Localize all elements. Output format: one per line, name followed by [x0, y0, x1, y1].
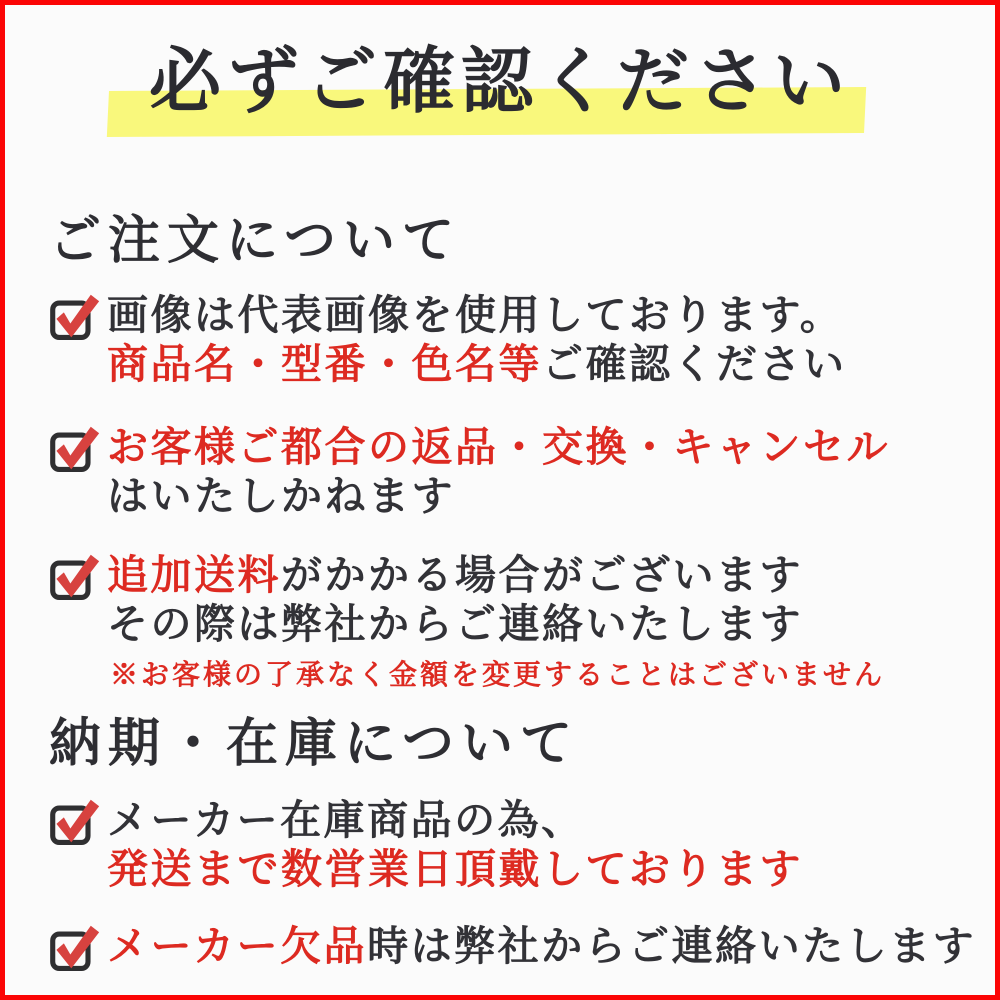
text-segment: 時は弊社からご連絡いたします: [367, 922, 977, 970]
notice-line: [107, 423, 890, 472]
item-text: [107, 291, 847, 389]
text-segment: がかかる場合がございます: [281, 551, 803, 599]
checkbox-checked-icon: [49, 553, 101, 601]
text-segment: 画像は代表画像を使用しております。: [107, 291, 844, 339]
notice-line: [107, 551, 803, 600]
note-text: ※お客様の了承なく金額を変更することはございません: [110, 658, 886, 691]
text-segment: 追加送料: [107, 551, 281, 599]
checkbox-checked-icon: [49, 924, 101, 972]
item-text: [107, 796, 803, 894]
notice-item: [49, 796, 975, 894]
item-text: [107, 551, 803, 649]
checkbox-checked-icon: [49, 293, 101, 341]
section-heading-stock: 納期・在庫について: [49, 713, 579, 774]
notice-item: [49, 551, 975, 649]
title-banner: [5, 5, 995, 143]
notice-line: [107, 340, 847, 389]
notice-line: [107, 472, 890, 521]
text-segment: メーカー欠品: [107, 922, 368, 970]
item-text: [107, 423, 890, 521]
notice-line: [107, 796, 803, 845]
item-text: [107, 922, 976, 971]
text-segment: 発送まで数営業日頂戴しております: [107, 845, 803, 893]
checkbox-checked-icon: [49, 425, 101, 473]
notice-line: [107, 291, 847, 340]
notice-item: [49, 291, 975, 389]
notice-item: [49, 922, 975, 972]
text-segment: はいたしかねます: [107, 472, 455, 520]
notice-line: [107, 600, 803, 649]
text-segment: 商品名・型番・色名等: [107, 340, 542, 388]
notice-item: [49, 423, 975, 521]
notice-line: [107, 922, 976, 971]
checkbox-checked-icon: [49, 798, 101, 846]
notice-line: [107, 845, 803, 894]
section-stock: [5, 713, 995, 972]
text-segment: メーカー在庫商品の為、: [107, 796, 585, 844]
text-segment: お客様ご都合の返品・交換・キャンセル: [107, 423, 890, 471]
section-heading-orders: ご注文について: [49, 210, 461, 271]
section-orders: [5, 210, 995, 692]
text-segment: ご確認ください: [542, 340, 847, 388]
page-title: 必ずご確認ください: [148, 38, 851, 123]
text-segment: その際は弊社からご連絡いたします: [107, 600, 803, 648]
